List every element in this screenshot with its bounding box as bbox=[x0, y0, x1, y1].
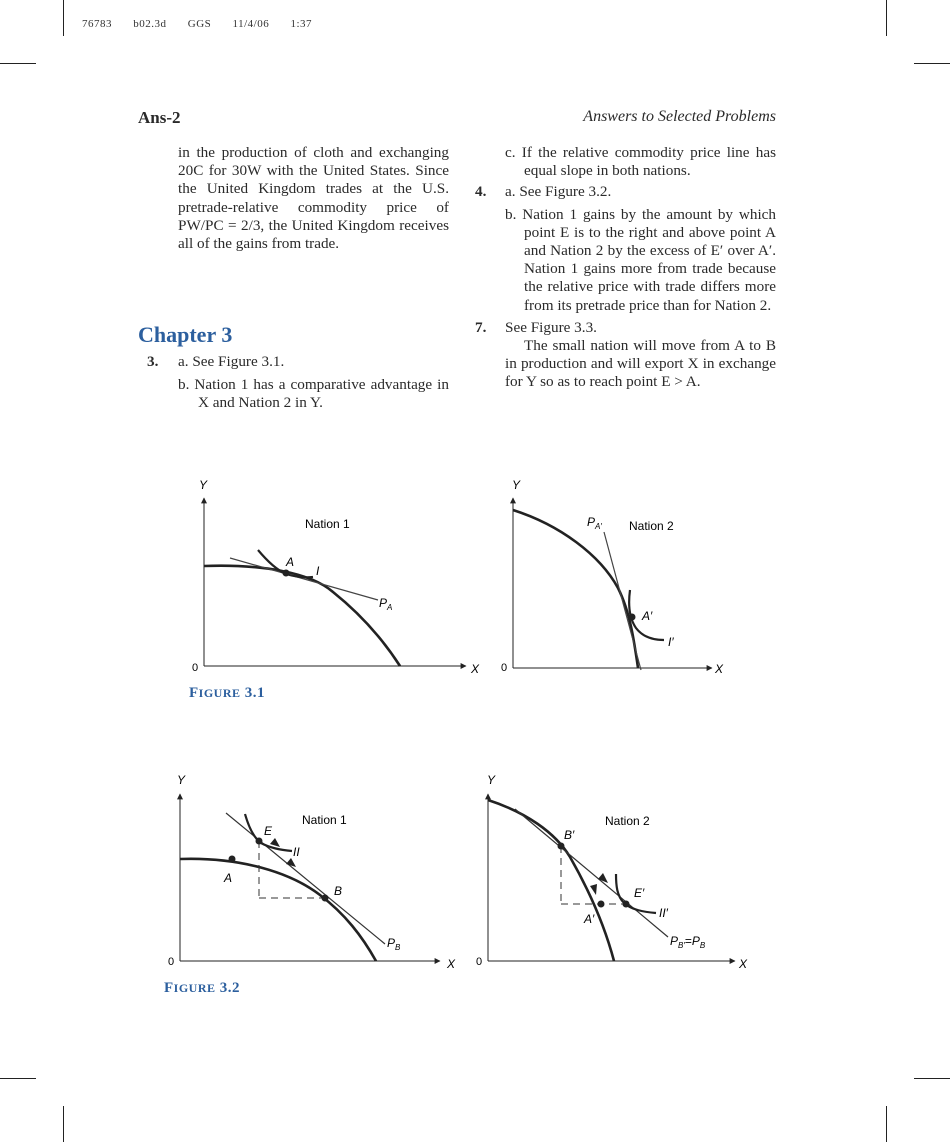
point-b-label: B bbox=[334, 884, 343, 898]
point-a-prime-label: A′ bbox=[642, 609, 653, 623]
price-line-label bbox=[670, 934, 706, 950]
point-e bbox=[256, 838, 263, 845]
x-axis-label: X bbox=[446, 957, 456, 971]
price-line-label bbox=[379, 596, 392, 612]
arrow-head bbox=[590, 884, 597, 895]
question-7 bbox=[475, 318, 776, 392]
chapter-heading: Chapter 3 bbox=[138, 322, 233, 347]
point-b-prime-label: B′ bbox=[564, 828, 575, 842]
crop-mark-tl-v bbox=[63, 0, 64, 36]
price-line-symbol: P bbox=[379, 596, 388, 610]
y-axis-label: Y bbox=[486, 773, 496, 787]
origin-label: 0 bbox=[191, 662, 199, 674]
caption-number: 3.1 bbox=[244, 685, 266, 701]
point-a-prime bbox=[629, 614, 636, 621]
point-a-label: A bbox=[286, 555, 295, 569]
origin-label: 0 bbox=[167, 956, 175, 968]
nation-label: Nation 1 bbox=[302, 813, 347, 827]
caption-prefix: F bbox=[164, 980, 174, 996]
question-7-part-b: The small nation will move from A to B in production and will export X in exchange for Y so as to reach point E > A. bbox=[505, 337, 776, 391]
figure-3-2 bbox=[0, 762, 950, 982]
nation-label: Nation 2 bbox=[605, 814, 650, 828]
question-3-part-a: a. See Figure 3.1. bbox=[178, 353, 285, 370]
slug-file: b02.3d bbox=[133, 18, 167, 30]
question-3-number: 3. bbox=[147, 353, 159, 370]
slug-typesetter: GGS bbox=[187, 18, 212, 30]
crop-mark-tl-h bbox=[0, 63, 36, 64]
price-line-symbol: P bbox=[387, 936, 396, 950]
slug-job: 76783 bbox=[82, 18, 112, 30]
price-line-symbol: P bbox=[691, 934, 700, 948]
slug-date: 11/4/06 bbox=[232, 18, 270, 30]
question-4-number: 4. bbox=[475, 183, 487, 201]
crop-mark-tr-v bbox=[886, 0, 887, 36]
crop-mark-bl-v bbox=[63, 1106, 64, 1142]
crop-mark-tr-h bbox=[914, 63, 950, 64]
question-7-number: 7. bbox=[475, 318, 487, 336]
price-equals: = bbox=[684, 934, 692, 948]
price-line-label bbox=[587, 515, 602, 531]
point-a-prime bbox=[598, 901, 605, 908]
point-a bbox=[283, 570, 290, 577]
price-line bbox=[604, 532, 641, 670]
item-c: c. If the relative commodity price line has equal slope in both nations. bbox=[505, 144, 776, 180]
production-frontier bbox=[180, 859, 376, 961]
right-column bbox=[475, 144, 776, 392]
x-axis-label: X bbox=[470, 662, 480, 676]
figure-3-1-caption bbox=[189, 685, 265, 702]
origin-label: 0 bbox=[475, 956, 483, 968]
x-axis-label: X bbox=[714, 662, 724, 676]
y-axis-label: Y bbox=[198, 478, 208, 492]
origin-label: 0 bbox=[500, 662, 508, 674]
figure-3-2-nation-1-panel bbox=[168, 773, 456, 971]
figure-3-1-nation-2-panel bbox=[501, 478, 724, 676]
production-frontier bbox=[204, 566, 400, 666]
price-line-subscript: B bbox=[699, 941, 706, 950]
y-axis-label: Y bbox=[511, 478, 521, 492]
price-line-subscript: A bbox=[387, 603, 393, 612]
question-4-part-b: b. Nation 1 gains by the amount by which point E is to the right and above point A and Nation 2 by the excess of E′ over A′. Nation 1 gains more from trade because the relative price with trade differs more from its pretrade price than for Nation 2. bbox=[505, 205, 776, 314]
figure-3-2-nation-2-panel bbox=[476, 773, 748, 971]
arrow-head bbox=[598, 873, 608, 883]
question-7-part-a: See Figure 3.3. bbox=[505, 318, 597, 336]
crop-mark-bl-h bbox=[0, 1078, 36, 1079]
question-3-part-b: b. Nation 1 has a comparative advantage in X and Nation 2 in Y. bbox=[178, 376, 449, 412]
crop-mark-br-h bbox=[914, 1078, 950, 1079]
figure-3-2-caption bbox=[164, 980, 240, 997]
point-a bbox=[229, 856, 236, 863]
point-b-prime bbox=[558, 843, 565, 850]
x-axis-label: X bbox=[738, 957, 748, 971]
question-3 bbox=[147, 353, 449, 413]
price-line-label bbox=[387, 936, 401, 952]
caption-number: 3.2 bbox=[219, 980, 241, 996]
page-label: Ans-2 bbox=[138, 108, 181, 127]
slug-line bbox=[82, 18, 330, 30]
point-e-label: E bbox=[264, 824, 273, 838]
curve-label: I bbox=[316, 564, 320, 578]
section-title: Answers to Selected Problems bbox=[583, 108, 776, 125]
price-line-symbol: P bbox=[587, 515, 596, 529]
curve-label: II bbox=[293, 845, 300, 859]
price-line bbox=[230, 558, 378, 600]
question-4-part-a: a. See Figure 3.2. bbox=[505, 183, 612, 201]
figure-3-1 bbox=[0, 470, 950, 710]
left-column bbox=[178, 144, 449, 253]
price-line-subscript: B bbox=[395, 943, 401, 952]
arrow-head bbox=[286, 858, 296, 867]
arrow-head bbox=[270, 838, 280, 847]
nation-label: Nation 2 bbox=[629, 519, 674, 533]
price-line-subscript: B′ bbox=[678, 941, 685, 950]
point-b bbox=[322, 895, 329, 902]
caption-prefix: F bbox=[189, 685, 199, 701]
continuation-paragraph: in the production of cloth and exchanging 20C for 30W with the United States. Since the United Kingdom trades at the U.S. pretrade-relative commodity price of PW/PC = 2/3, the United Kingdom receives all of the gains from trade. bbox=[178, 144, 449, 253]
point-a-label: A bbox=[224, 871, 233, 885]
point-a-prime-label: A′ bbox=[584, 912, 595, 926]
point-e-prime bbox=[623, 901, 630, 908]
slug-time: 1:37 bbox=[290, 18, 313, 30]
price-line-subscript: A′ bbox=[595, 522, 602, 531]
question-4 bbox=[475, 183, 776, 314]
curve-label: I′ bbox=[668, 635, 674, 649]
caption-word: IGURE bbox=[173, 981, 216, 995]
curve-label: II′ bbox=[659, 906, 668, 920]
crop-mark-br-v bbox=[886, 1106, 887, 1142]
y-axis-label: Y bbox=[176, 773, 186, 787]
price-line-symbol: P bbox=[670, 934, 679, 948]
figure-3-1-nation-1-panel bbox=[192, 478, 480, 676]
production-frontier bbox=[488, 800, 614, 961]
price-line bbox=[226, 813, 385, 944]
caption-word: IGURE bbox=[198, 686, 241, 700]
point-e-prime-label: E′ bbox=[634, 886, 645, 900]
nation-label: Nation 1 bbox=[305, 517, 350, 531]
